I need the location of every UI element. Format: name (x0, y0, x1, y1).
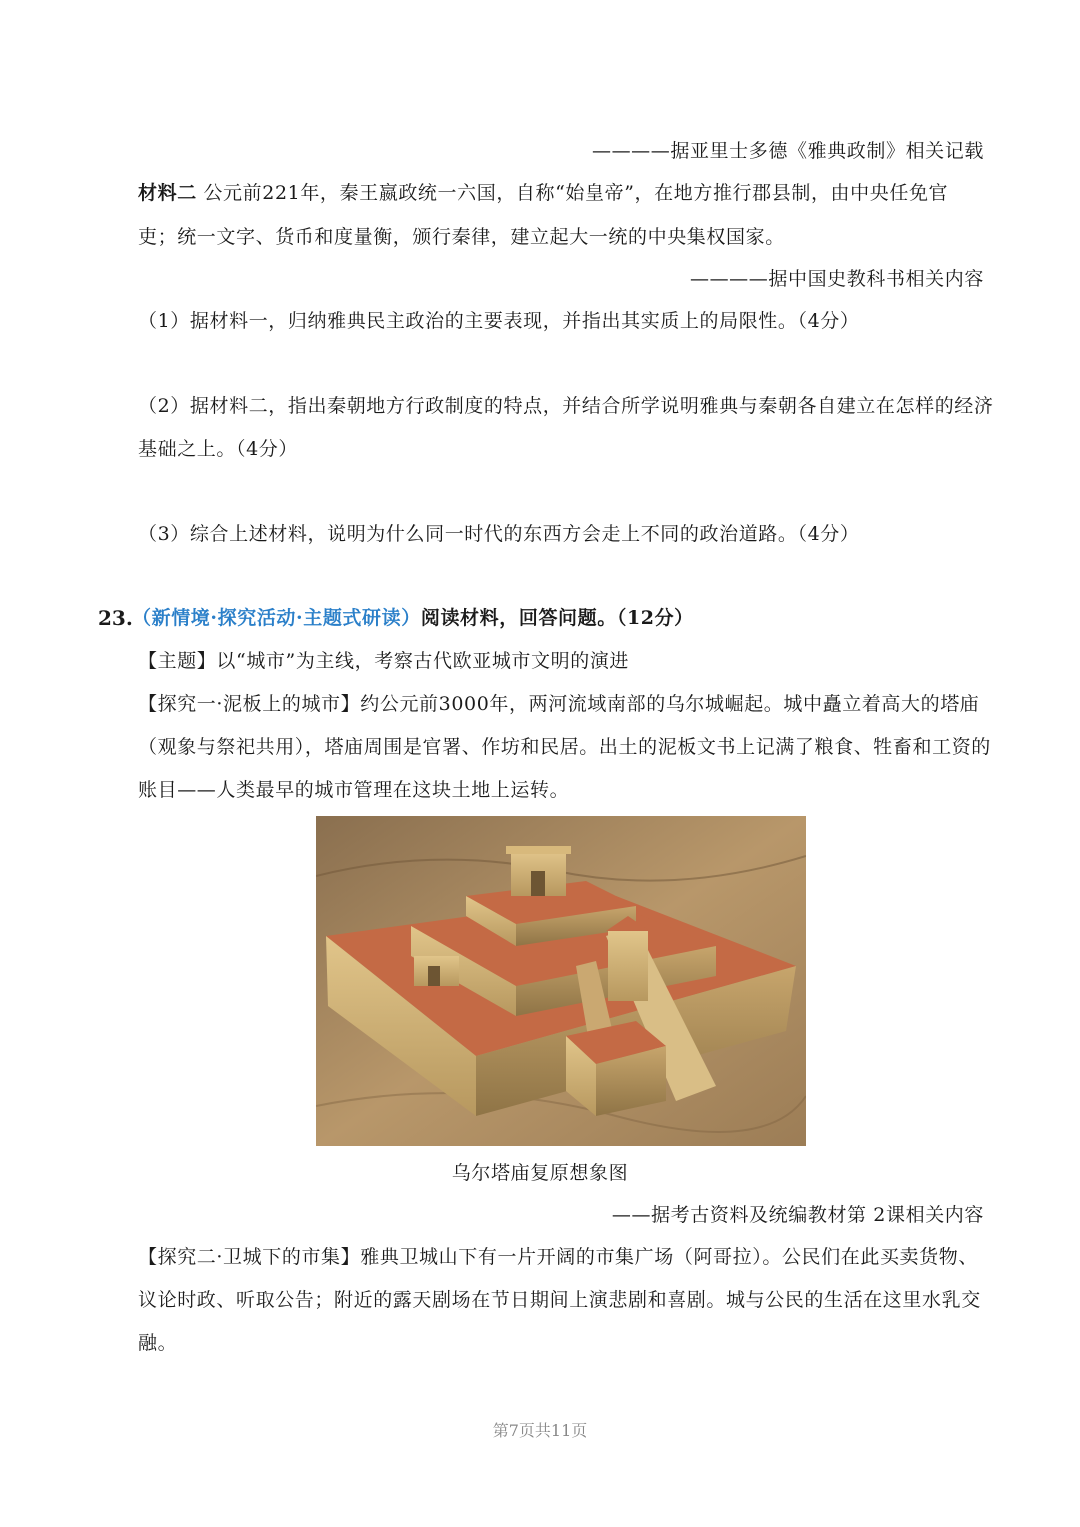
explore-two-line-3: 融。 (138, 1332, 178, 1354)
material-two-line-2: 吏；统一文字、货币和度量衡，颁行秦律，建立起大一统的中央集权国家。 (138, 226, 785, 248)
question-23-number: 23. (98, 606, 133, 630)
explore-one-line-2: （观象与祭祀共用），塔庙周围是官署、作坊和民居。出土的泥板文书上记满了粮食、牲畜和工资的 (138, 736, 991, 758)
question-23-tag: （新情境·探究活动·主题式研读） (132, 607, 421, 629)
explore-one-line-3: 账目——人类最早的城市管理在这块土地上运转。 (138, 779, 570, 801)
source-citation-textbook: ————据中国史教科书相关内容 (689, 268, 984, 290)
question-3: （3）综合上述材料，说明为什么同一时代的东西方会走上不同的政治道路。（4分） (138, 523, 860, 545)
explore-one-line-1: 【探究一·泥板上的城市】约公元前3000年，两河流域南部的乌尔城崛起。城中矗立着高大的塔庙 (138, 693, 980, 715)
question-23-header (132, 606, 984, 630)
explore-two-line-1: 【探究二·卫城下的市集】雅典卫城山下有一片开阔的市集广场（阿哥拉）。公民们在此买卖货物、 (138, 1246, 978, 1268)
ziggurat-illustration (316, 816, 806, 1146)
explore-two-line-2: 议论时政、听取公告；附近的露天剧场在节日期间上演悲剧和喜剧。城与公民的生活在这里水乳交 (138, 1289, 981, 1311)
question-1: （1）据材料一，归纳雅典民主政治的主要表现，并指出其实质上的局限性。（4分） (138, 310, 860, 332)
question-2-line-2: 基础之上。（4分） (138, 438, 298, 460)
page-number: 第7页共11页 (492, 1421, 588, 1440)
figure-source: ——据考古资料及统编教材第 2课相关内容 (611, 1204, 984, 1226)
question-23-prompt: 阅读材料，回答问题。（12分） (420, 607, 694, 629)
ziggurat-drawing (316, 816, 806, 1146)
figure-caption: 乌尔塔庙复原想象图 (451, 1162, 629, 1184)
question-2-line-1: （2）据材料二，指出秦朝地方行政制度的特点，并结合所学说明雅典与秦朝各自建立在怎样的经济 (138, 395, 994, 417)
source-citation-aristotle: ————据亚里士多德《雅典政制》相关记载 (591, 140, 984, 162)
theme-line: 【主题】以“城市”为主线，考察古代欧亚城市文明的演进 (138, 650, 630, 672)
material-two-text-1: 公元前221年，秦王嬴政统一六国，自称“始皇帝”，在地方推行郡县制，由中央任免官 (203, 182, 949, 204)
material-two-label: 材料二 (138, 182, 197, 204)
material-two-line-1 (138, 181, 984, 205)
